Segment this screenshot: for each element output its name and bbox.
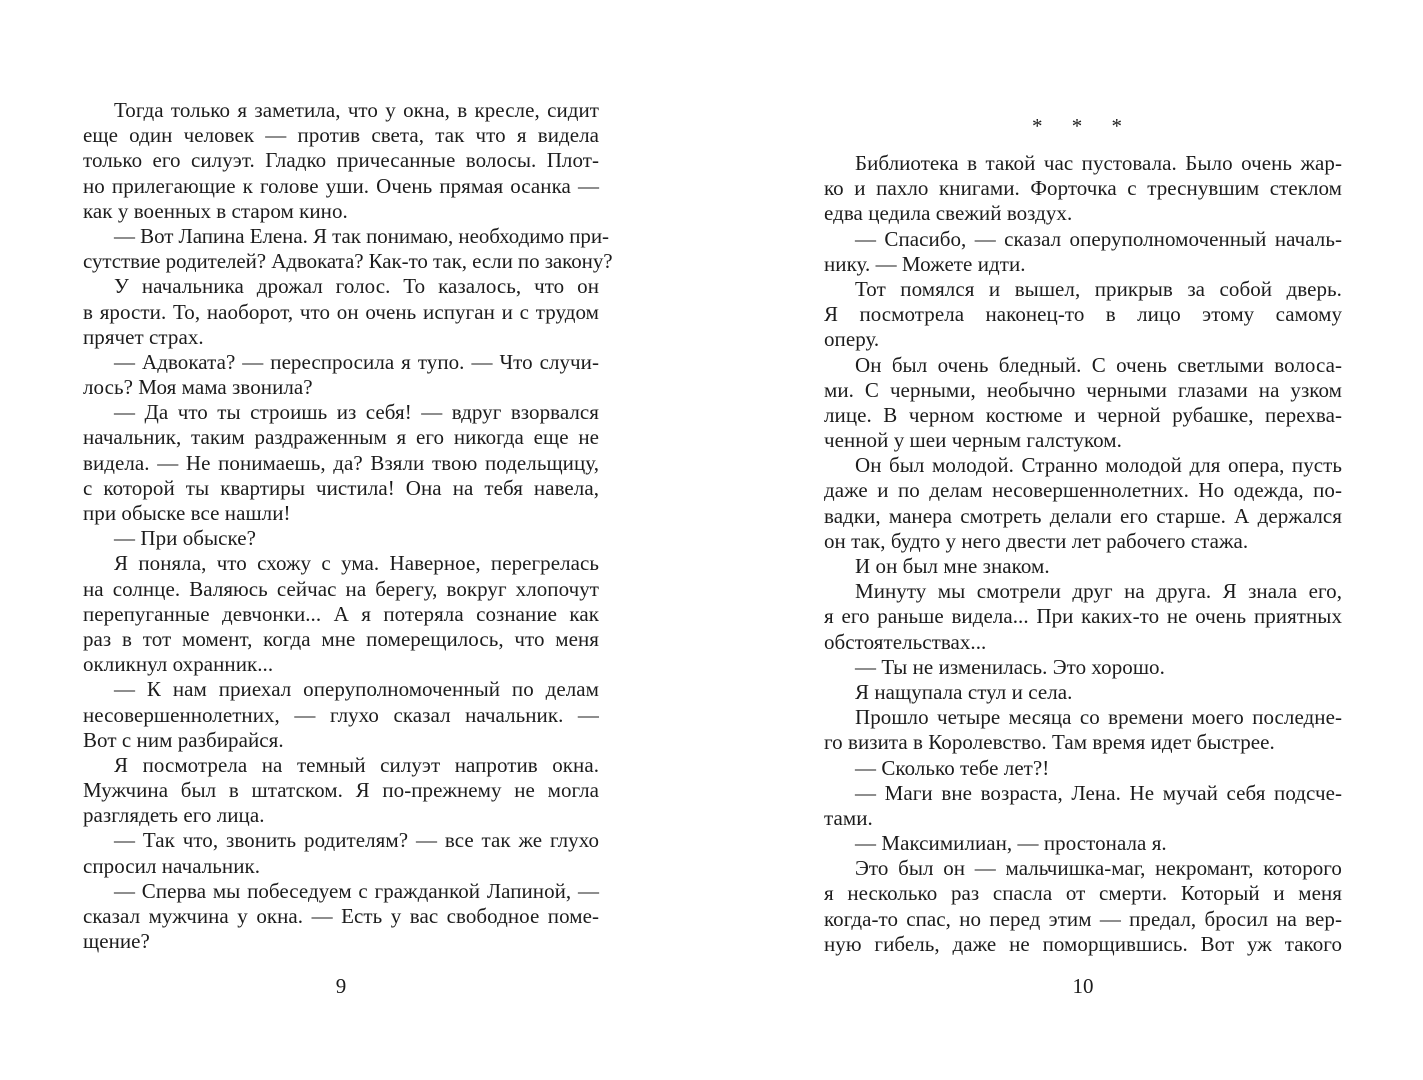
text-line: оперу. <box>824 327 880 352</box>
left-page <box>0 0 711 1080</box>
text-line: ко и пахло книгами. Форточка с треснувшим стеклом <box>824 176 1342 201</box>
text-line: он так, будто у него двести лет рабочего стажа. <box>824 528 1249 553</box>
text-line: прячет страх. <box>83 324 204 349</box>
text-line: Он был очень бледный. С очень светлыми волоса- <box>855 352 1342 377</box>
text-line: Минуту мы смотрели друг на друга. Я знала его, <box>855 579 1342 604</box>
text-line: — Сперва мы побеседуем с гражданкой Лапиной, — <box>114 878 599 903</box>
text-line: несовершеннолетних, — глухо сказал начальник. — <box>83 702 599 727</box>
text-line: щение? <box>83 929 150 954</box>
text-line: Тогда только я заметила, что у окна, в кресле, сидит <box>114 98 599 122</box>
text-line: даже и по делам несовершеннолетних. Но одежда, по- <box>824 478 1342 503</box>
text-line: сутствие родителей? Адвоката? Как-то так, если по закону? <box>83 249 613 274</box>
text-line: перепуганные девчонки... А я потеряла сознание как <box>83 601 599 626</box>
text-line: но прилегающие к голове уши. Очень прямая осанка — <box>83 173 599 198</box>
text-line: Мужчина был в штатском. Я по-прежнему не могла <box>83 778 599 803</box>
text-line: когда-то спас, но перед этим — предал, бросил на вер- <box>824 906 1342 931</box>
text-line: — К нам приехал оперуполномоченный по делам <box>114 677 599 702</box>
text-line: — Вот Лапина Елена. Я так понимаю, необходимо при- <box>114 223 609 248</box>
text-line: нику. — Можете идти. <box>824 251 1026 276</box>
text-line: го визита в Королевство. Там время идет быстрее. <box>824 730 1275 755</box>
text-line: только его силуэт. Гладко причесанные волосы. Плот- <box>83 148 599 173</box>
text-line: Я посмотрела наконец-то в лицо этому самому <box>824 302 1342 327</box>
text-line: — Спасибо, — сказал оперуполномоченный началь- <box>855 226 1342 251</box>
text-line: У начальника дрожал голос. То казалось, что он <box>114 274 599 299</box>
text-line: Библиотека в такой час пустовала. Было очень жар- <box>855 151 1342 175</box>
page-number: 9 <box>335 974 347 998</box>
right-page <box>711 0 1423 1080</box>
text-line: — При обыске? <box>114 526 256 551</box>
right-page-text <box>824 151 1342 957</box>
text-line: — Ты не изменилась. Это хорошо. <box>855 654 1165 679</box>
text-line: видела. — Не понимаешь, да? Взяли твою подельщицу, <box>83 450 599 475</box>
text-line: разглядеть его лица. <box>83 803 265 828</box>
text-line: с которой ты квартиры чистила! Она на тебя навела, <box>83 475 599 500</box>
text-line: ную гибель, даже не поморщившись. Вот уж такого <box>824 931 1342 956</box>
text-line: окликнул охранник... <box>83 652 274 677</box>
text-line: обстоятельствах... <box>824 629 987 654</box>
text-line: лице. В черном костюме и черной рубашке, перехва- <box>824 402 1342 427</box>
text-line: при обыске все нашли! <box>83 501 291 525</box>
text-line: на солнце. Валяюсь сейчас на берегу, вокруг хлопочут <box>83 576 599 601</box>
text-line: Я посмотрела на темный силуэт напротив окна. <box>114 752 599 777</box>
text-line: Я поняла, что схожу с ума. Наверное, перегрелась <box>114 551 599 576</box>
text-line: раз в тот момент, когда мне померещилось, что меня <box>83 626 599 651</box>
text-line: еще один человек — против света, так что я видела <box>83 123 599 148</box>
text-line: ми. С черными, необычно черными глазами на узком <box>824 377 1342 402</box>
text-line: в ярости. То, наоборот, что он очень испуган и с трудом <box>83 299 599 324</box>
text-line: Вот с ним разбирайся. <box>83 727 284 752</box>
text-line: — Максимилиан, — простонала я. <box>855 831 1167 856</box>
text-line: Тот помялся и вышел, прикрыв за собой дверь. <box>855 276 1342 301</box>
text-line: Он был молодой. Странно молодой для опера, пусть <box>855 453 1342 478</box>
text-line: Я нащупала стул и села. <box>855 679 1073 704</box>
text-line: как у военных в старом кино. <box>83 198 348 223</box>
text-line: я его раньше видела... При каких-то не очень приятных <box>824 604 1342 629</box>
text-line: тами. <box>824 805 873 830</box>
left-page-text <box>83 98 613 954</box>
text-line: Это был он — мальчишка-маг, некромант, которого <box>855 856 1342 881</box>
text-line: — Сколько тебе лет?! <box>855 755 1050 780</box>
text-line: сказал мужчина у окна. — Есть у вас свободное поме- <box>83 904 599 928</box>
scene-break: * * * <box>1032 114 1134 138</box>
text-line: — Да что ты строишь из себя! — вдруг взорвался <box>114 400 599 425</box>
text-line: спросил начальник. <box>83 853 261 878</box>
text-line: — Маги вне возраста, Лена. Не мучай себя подсче- <box>855 780 1342 805</box>
text-line: ченной у шеи черным галстуком. <box>824 428 1122 453</box>
text-line: И он был мне знаком. <box>855 554 1050 578</box>
text-line: вадки, манера смотреть делали его старше. А держался <box>824 503 1342 528</box>
page-number: 10 <box>1072 974 1094 998</box>
text-line: начальник, таким раздраженным я его никогда еще не <box>83 425 599 450</box>
text-line: лось? Моя мама звонила? <box>83 375 313 400</box>
text-line: — Адвоката? — переспросила я тупо. — Что случи- <box>114 349 599 374</box>
text-line: Прошло четыре месяца со времени моего последне- <box>855 705 1342 730</box>
text-line: я несколько раз спасла от смерти. Который и меня <box>824 881 1342 906</box>
text-line: едва цедила свежий воздух. <box>824 201 1073 226</box>
text-line: — Так что, звонить родителям? — все так же глухо <box>114 828 599 853</box>
